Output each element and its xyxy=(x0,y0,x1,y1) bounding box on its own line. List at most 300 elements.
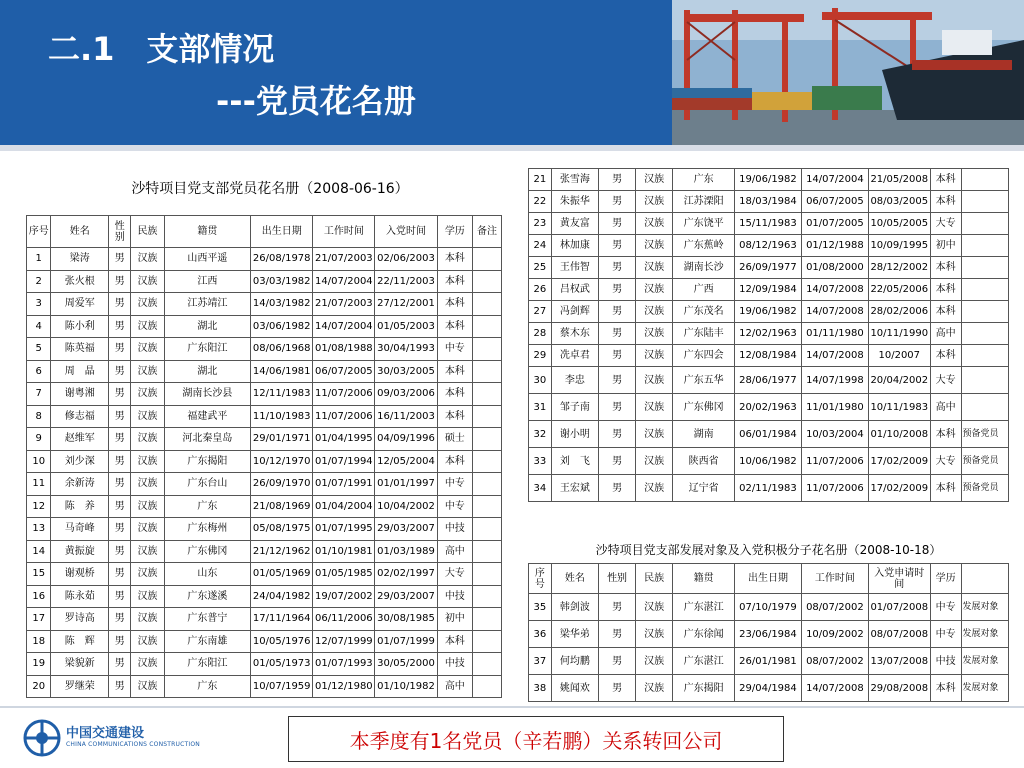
table-cell xyxy=(473,405,502,428)
table-cell: 王宏斌 xyxy=(551,475,598,502)
table-cell: 23 xyxy=(529,213,552,235)
table-cell: 08/07/2002 xyxy=(801,648,868,675)
table-cell: 本科 xyxy=(930,279,961,301)
table-cell: 8 xyxy=(27,405,51,428)
table-row xyxy=(529,323,1009,345)
table-cell: 广东台山 xyxy=(164,473,251,496)
table-cell: 福建武平 xyxy=(164,405,251,428)
table-row xyxy=(27,338,502,361)
table-cell xyxy=(473,675,502,698)
table-cell: 08/06/1968 xyxy=(251,338,313,361)
table-cell: 20/02/1963 xyxy=(734,394,801,421)
table-cell: 马奇峰 xyxy=(51,518,109,541)
table-cell: 陕西省 xyxy=(673,448,735,475)
table-cell: 36 xyxy=(529,621,552,648)
table-cell: 江苏溧阳 xyxy=(673,191,735,213)
table-cell: 中专 xyxy=(930,594,961,621)
table-cell: 男 xyxy=(109,315,131,338)
table-cell: 2 xyxy=(27,270,51,293)
table-cell: 05/08/1975 xyxy=(251,518,313,541)
table-cell: 29/01/1971 xyxy=(251,428,313,451)
table-cell: 男 xyxy=(599,191,636,213)
table-cell: 5 xyxy=(27,338,51,361)
table-cell: 10/03/2004 xyxy=(801,421,868,448)
company-name-en: CHINA COMMUNICATIONS CONSTRUCTION xyxy=(66,741,200,748)
table-cell: 发展对象 xyxy=(961,648,1008,675)
table-cell xyxy=(961,235,1008,257)
table-cell: 男 xyxy=(599,279,636,301)
table-cell: 男 xyxy=(109,383,131,406)
column-header: 性别 xyxy=(109,216,131,248)
table-cell xyxy=(961,169,1008,191)
table-cell: 汉族 xyxy=(636,279,673,301)
table-cell: 男 xyxy=(109,608,131,631)
table-cell: 硕士 xyxy=(437,428,473,451)
table-cell xyxy=(961,345,1008,367)
table-cell xyxy=(473,248,502,271)
table-cell: 预备党员 xyxy=(961,448,1008,475)
table-cell xyxy=(473,630,502,653)
table-row xyxy=(529,301,1009,323)
table-cell: 12 xyxy=(27,495,51,518)
table-cell: 辽宁省 xyxy=(673,475,735,502)
table-cell: 21 xyxy=(529,169,552,191)
table-cell: 广东梅州 xyxy=(164,518,251,541)
table-cell: 冼卓君 xyxy=(551,345,598,367)
table-row xyxy=(27,540,502,563)
notice-box xyxy=(288,716,784,762)
table-cell: 发展对象 xyxy=(961,594,1008,621)
table-cell: 男 xyxy=(599,323,636,345)
table-cell: 本科 xyxy=(437,270,473,293)
table-cell: 广东茂名 xyxy=(673,301,735,323)
table-cell: 7 xyxy=(27,383,51,406)
table-cell: 男 xyxy=(599,648,636,675)
table-row xyxy=(27,315,502,338)
table-cell: 06/11/2006 xyxy=(313,608,375,631)
table-cell: 10/05/2005 xyxy=(868,213,930,235)
table-cell: 本科 xyxy=(437,360,473,383)
table-cell: 谢粤湘 xyxy=(51,383,109,406)
table-cell: 23/06/1984 xyxy=(734,621,801,648)
table-row xyxy=(529,594,1009,621)
table-cell xyxy=(961,323,1008,345)
table-cell: 汉族 xyxy=(131,270,164,293)
table-cell: 汉族 xyxy=(131,405,164,428)
table-cell: 11/10/1983 xyxy=(251,405,313,428)
table-row xyxy=(529,213,1009,235)
table-cell: 林加康 xyxy=(551,235,598,257)
table-cell: 10/07/1959 xyxy=(251,675,313,698)
table-cell: 14 xyxy=(27,540,51,563)
table-cell xyxy=(961,257,1008,279)
column-header: 籍贯 xyxy=(164,216,251,248)
table-cell: 14/03/1982 xyxy=(251,293,313,316)
table-cell: 14/07/2008 xyxy=(801,675,868,702)
activist-roster-table xyxy=(528,563,1009,702)
column-header: 籍贯 xyxy=(673,564,735,594)
table-cell xyxy=(473,428,502,451)
table-cell: 王伟智 xyxy=(551,257,598,279)
table-cell xyxy=(473,518,502,541)
table-cell: 01/10/1982 xyxy=(375,675,437,698)
table-row xyxy=(27,563,502,586)
table-cell: 中专 xyxy=(437,495,473,518)
table-cell: 本科 xyxy=(930,421,961,448)
table-cell: 07/10/1979 xyxy=(734,594,801,621)
column-header: 入党申请时间 xyxy=(868,564,930,594)
table-cell: 29/03/2007 xyxy=(375,518,437,541)
table-cell: 08/03/2005 xyxy=(868,191,930,213)
column-header: 出生日期 xyxy=(734,564,801,594)
table-cell: 广东徐闻 xyxy=(673,621,735,648)
table-cell: 01/10/1981 xyxy=(313,540,375,563)
table-cell: 01/07/1999 xyxy=(375,630,437,653)
table-cell: 26/09/1970 xyxy=(251,473,313,496)
table-cell: 22/05/2006 xyxy=(868,279,930,301)
table-cell: 汉族 xyxy=(636,675,673,702)
table-cell: 1 xyxy=(27,248,51,271)
table-cell: 37 xyxy=(529,648,552,675)
column-header: 姓名 xyxy=(551,564,598,594)
table-cell: 02/02/1997 xyxy=(375,563,437,586)
table-row xyxy=(27,428,502,451)
table-cell: 男 xyxy=(599,421,636,448)
table-cell: 汉族 xyxy=(636,257,673,279)
table-cell: 周爱军 xyxy=(51,293,109,316)
table-cell: 余新涛 xyxy=(51,473,109,496)
table-cell: 汉族 xyxy=(636,301,673,323)
table-cell: 10/12/1970 xyxy=(251,450,313,473)
table-cell: 10/11/1990 xyxy=(868,323,930,345)
table-cell: 广东湛江 xyxy=(673,648,735,675)
table-cell: 汉族 xyxy=(131,473,164,496)
table-cell: 10/11/1983 xyxy=(868,394,930,421)
table-cell xyxy=(961,394,1008,421)
table-cell: 本科 xyxy=(930,191,961,213)
table-cell: 01/05/1985 xyxy=(313,563,375,586)
table-cell: 大专 xyxy=(437,563,473,586)
table-cell: 中专 xyxy=(930,621,961,648)
table-cell: 黄友富 xyxy=(551,213,598,235)
table-cell: 29 xyxy=(529,345,552,367)
table-cell: 冯剑辉 xyxy=(551,301,598,323)
table-cell: 01/08/2000 xyxy=(801,257,868,279)
table-cell: 高中 xyxy=(437,675,473,698)
table-cell: 01/07/1994 xyxy=(313,450,375,473)
table-cell: 03/03/1982 xyxy=(251,270,313,293)
table-cell: 01/04/2004 xyxy=(313,495,375,518)
table-cell: 广东普宁 xyxy=(164,608,251,631)
table-cell: 38 xyxy=(529,675,552,702)
table-cell: 中技 xyxy=(437,653,473,676)
table-cell: 11/01/1980 xyxy=(801,394,868,421)
notice-text: 本季度有1名党员（辛若鹏）关系转回公司 xyxy=(349,729,723,753)
table-cell: 19/07/2002 xyxy=(313,585,375,608)
table-cell: 11/07/2006 xyxy=(801,448,868,475)
table-cell: 汉族 xyxy=(131,495,164,518)
table-cell: 汉族 xyxy=(636,394,673,421)
table-cell: 大专 xyxy=(930,448,961,475)
table-cell: 06/07/2005 xyxy=(801,191,868,213)
table-cell: 男 xyxy=(109,248,131,271)
table-cell: 高中 xyxy=(930,394,961,421)
table-row xyxy=(27,450,502,473)
table-cell: 汉族 xyxy=(131,450,164,473)
table-cell: 31 xyxy=(529,394,552,421)
table-cell: 男 xyxy=(109,653,131,676)
table-cell: 13 xyxy=(27,518,51,541)
table-cell: 18 xyxy=(27,630,51,653)
table-row xyxy=(27,473,502,496)
table-row xyxy=(529,367,1009,394)
table-cell: 28 xyxy=(529,323,552,345)
table-cell: 汉族 xyxy=(636,191,673,213)
table-cell: 梁涛 xyxy=(51,248,109,271)
table-cell: 蔡木东 xyxy=(551,323,598,345)
table-cell: 15/11/1983 xyxy=(734,213,801,235)
table-cell: 男 xyxy=(109,360,131,383)
table-cell: 湖南长沙 xyxy=(673,257,735,279)
header-divider xyxy=(0,145,1024,151)
table-row xyxy=(529,675,1009,702)
table-row xyxy=(27,248,502,271)
table-cell: 男 xyxy=(599,213,636,235)
member-roster-table xyxy=(26,215,502,698)
table-cell: 汉族 xyxy=(636,475,673,502)
table-cell: 男 xyxy=(599,257,636,279)
table-cell: 28/12/2002 xyxy=(868,257,930,279)
table-cell: 24/04/1982 xyxy=(251,585,313,608)
table-cell: 广东 xyxy=(673,169,735,191)
table-cell: 12/05/2004 xyxy=(375,450,437,473)
table-cell: 广东五华 xyxy=(673,367,735,394)
table-cell: 15 xyxy=(27,563,51,586)
table-cell: 中技 xyxy=(437,585,473,608)
table-cell: 罗继荣 xyxy=(51,675,109,698)
table-cell: 本科 xyxy=(437,630,473,653)
table-cell: 广东陆丰 xyxy=(673,323,735,345)
table-cell: 赵维军 xyxy=(51,428,109,451)
table-cell: 9 xyxy=(27,428,51,451)
table-cell: 01/12/1988 xyxy=(801,235,868,257)
table-cell xyxy=(961,367,1008,394)
table-cell: 广东揭阳 xyxy=(164,450,251,473)
table-cell: 汉族 xyxy=(131,383,164,406)
column-header: 工作时间 xyxy=(801,564,868,594)
table-cell: 中技 xyxy=(930,648,961,675)
table-cell: 大专 xyxy=(930,213,961,235)
table-cell xyxy=(961,191,1008,213)
table-cell: 26/08/1978 xyxy=(251,248,313,271)
table-cell: 男 xyxy=(109,563,131,586)
column-header: 性别 xyxy=(599,564,636,594)
table-cell: 22 xyxy=(529,191,552,213)
table-cell: 本科 xyxy=(930,345,961,367)
table-cell: 男 xyxy=(109,405,131,428)
table-cell: 男 xyxy=(599,594,636,621)
table-cell: 14/06/1981 xyxy=(251,360,313,383)
table-cell: 01/07/1995 xyxy=(313,518,375,541)
table-cell: 汉族 xyxy=(131,653,164,676)
table-cell: 01/05/1969 xyxy=(251,563,313,586)
column-header: 出生日期 xyxy=(251,216,313,248)
table-cell: 30 xyxy=(529,367,552,394)
table-cell: 广东阳江 xyxy=(164,653,251,676)
table-cell: 陈 辉 xyxy=(51,630,109,653)
table-cell: 本科 xyxy=(930,301,961,323)
table-cell: 11/07/2006 xyxy=(313,405,375,428)
table-cell: 本科 xyxy=(437,293,473,316)
table-cell: 28/06/1977 xyxy=(734,367,801,394)
table-cell: 09/03/2006 xyxy=(375,383,437,406)
table-cell: 01/04/1995 xyxy=(313,428,375,451)
table-cell: 4 xyxy=(27,315,51,338)
table-cell: 汉族 xyxy=(636,345,673,367)
table-cell: 30/08/1985 xyxy=(375,608,437,631)
table-cell: 01/10/2008 xyxy=(868,421,930,448)
table-cell: 汉族 xyxy=(131,338,164,361)
column-header: 序号 xyxy=(27,216,51,248)
table-cell: 14/07/2008 xyxy=(801,279,868,301)
table-cell: 本科 xyxy=(930,475,961,502)
table-cell: 周 晶 xyxy=(51,360,109,383)
table-row xyxy=(529,345,1009,367)
table-cell: 广东蕉岭 xyxy=(673,235,735,257)
table-row xyxy=(529,448,1009,475)
table-cell: 01/07/2005 xyxy=(801,213,868,235)
table-cell: 汉族 xyxy=(636,213,673,235)
table-cell: 湖北 xyxy=(164,315,251,338)
table-cell: 汉族 xyxy=(636,621,673,648)
table-cell: 汉族 xyxy=(636,421,673,448)
table-row xyxy=(27,585,502,608)
table-cell: 本科 xyxy=(437,383,473,406)
table-cell xyxy=(473,315,502,338)
table-cell: 19/06/1982 xyxy=(734,169,801,191)
table-cell: 黄振旋 xyxy=(51,540,109,563)
column-header xyxy=(961,564,1008,594)
table-cell: 汉族 xyxy=(131,540,164,563)
table-cell: 10 xyxy=(27,450,51,473)
table-cell: 男 xyxy=(599,448,636,475)
table-cell: 10/06/1982 xyxy=(734,448,801,475)
table-cell: 17/02/2009 xyxy=(868,475,930,502)
table-cell: 26/09/1977 xyxy=(734,257,801,279)
member-roster-table-continued xyxy=(528,168,1009,502)
table-row xyxy=(27,405,502,428)
table-row xyxy=(27,653,502,676)
table-cell: 30/03/2005 xyxy=(375,360,437,383)
table-cell: 姚闻欢 xyxy=(551,675,598,702)
table-cell: 本科 xyxy=(437,450,473,473)
table-cell: 06/01/1984 xyxy=(734,421,801,448)
table-cell: 广东饶平 xyxy=(673,213,735,235)
table-row xyxy=(27,518,502,541)
table-cell: 21/05/2008 xyxy=(868,169,930,191)
table-cell: 汉族 xyxy=(131,585,164,608)
table-cell: 14/07/2008 xyxy=(801,345,868,367)
table-row xyxy=(529,235,1009,257)
table-cell: 梁华弟 xyxy=(551,621,598,648)
table-cell: 吕权武 xyxy=(551,279,598,301)
table-cell: 19 xyxy=(27,653,51,676)
table-row xyxy=(27,360,502,383)
table-cell: 汉族 xyxy=(636,323,673,345)
table-cell: 26/01/1981 xyxy=(734,648,801,675)
table-cell: 12/07/1999 xyxy=(313,630,375,653)
table-row xyxy=(27,293,502,316)
table-cell: 男 xyxy=(599,394,636,421)
table-cell: 汉族 xyxy=(131,630,164,653)
table-cell: 汉族 xyxy=(131,675,164,698)
table-cell: 李忠 xyxy=(551,367,598,394)
table-cell: 汉族 xyxy=(131,315,164,338)
table-cell: 3 xyxy=(27,293,51,316)
table-cell xyxy=(473,653,502,676)
table-cell: 谢小明 xyxy=(551,421,598,448)
table-cell: 03/06/1982 xyxy=(251,315,313,338)
table-cell: 广东遂溪 xyxy=(164,585,251,608)
table-cell: 高中 xyxy=(930,323,961,345)
table-cell: 12/02/1963 xyxy=(734,323,801,345)
table-row xyxy=(27,495,502,518)
table-cell xyxy=(473,270,502,293)
table-cell: 广东佛冈 xyxy=(164,540,251,563)
table-cell: 男 xyxy=(599,301,636,323)
table-cell: 01/01/1997 xyxy=(375,473,437,496)
table-cell: 14/07/2008 xyxy=(801,301,868,323)
table-cell: 14/07/2004 xyxy=(801,169,868,191)
table-cell: 男 xyxy=(109,630,131,653)
table-cell: 02/06/2003 xyxy=(375,248,437,271)
table-cell: 刘少深 xyxy=(51,450,109,473)
column-header: 备注 xyxy=(473,216,502,248)
table-cell xyxy=(473,360,502,383)
table-row xyxy=(529,475,1009,502)
table-cell: 广东湛江 xyxy=(673,594,735,621)
table-cell: 10/05/1976 xyxy=(251,630,313,653)
table-cell: 本科 xyxy=(437,405,473,428)
table-cell: 01/07/2008 xyxy=(868,594,930,621)
table-cell: 17/11/1964 xyxy=(251,608,313,631)
activist-table-caption: 沙特项目党支部发展对象及入党积极分子花名册（2008-10-18） xyxy=(595,543,942,557)
table-cell: 10/2007 xyxy=(868,345,930,367)
table-cell: 男 xyxy=(599,475,636,502)
table-cell: 男 xyxy=(109,293,131,316)
table-cell: 01/08/1988 xyxy=(313,338,375,361)
table-cell: 24 xyxy=(529,235,552,257)
table-cell: 男 xyxy=(109,450,131,473)
table-cell: 谢观桥 xyxy=(51,563,109,586)
table-cell: 山西平遥 xyxy=(164,248,251,271)
table-cell: 32 xyxy=(529,421,552,448)
table-cell xyxy=(473,383,502,406)
table-cell: 01/07/1993 xyxy=(313,653,375,676)
table-cell: 35 xyxy=(529,594,552,621)
table-cell: 14/07/2004 xyxy=(313,270,375,293)
table-cell: 发展对象 xyxy=(961,675,1008,702)
table-cell: 27 xyxy=(529,301,552,323)
table-cell: 汉族 xyxy=(131,428,164,451)
table-cell: 17/02/2009 xyxy=(868,448,930,475)
table-cell: 发展对象 xyxy=(961,621,1008,648)
table-cell: 汉族 xyxy=(636,648,673,675)
table-cell: 汉族 xyxy=(636,235,673,257)
table-cell: 广东阳江 xyxy=(164,338,251,361)
page-subtitle: ---党员花名册 xyxy=(216,82,416,120)
table-cell: 山东 xyxy=(164,563,251,586)
